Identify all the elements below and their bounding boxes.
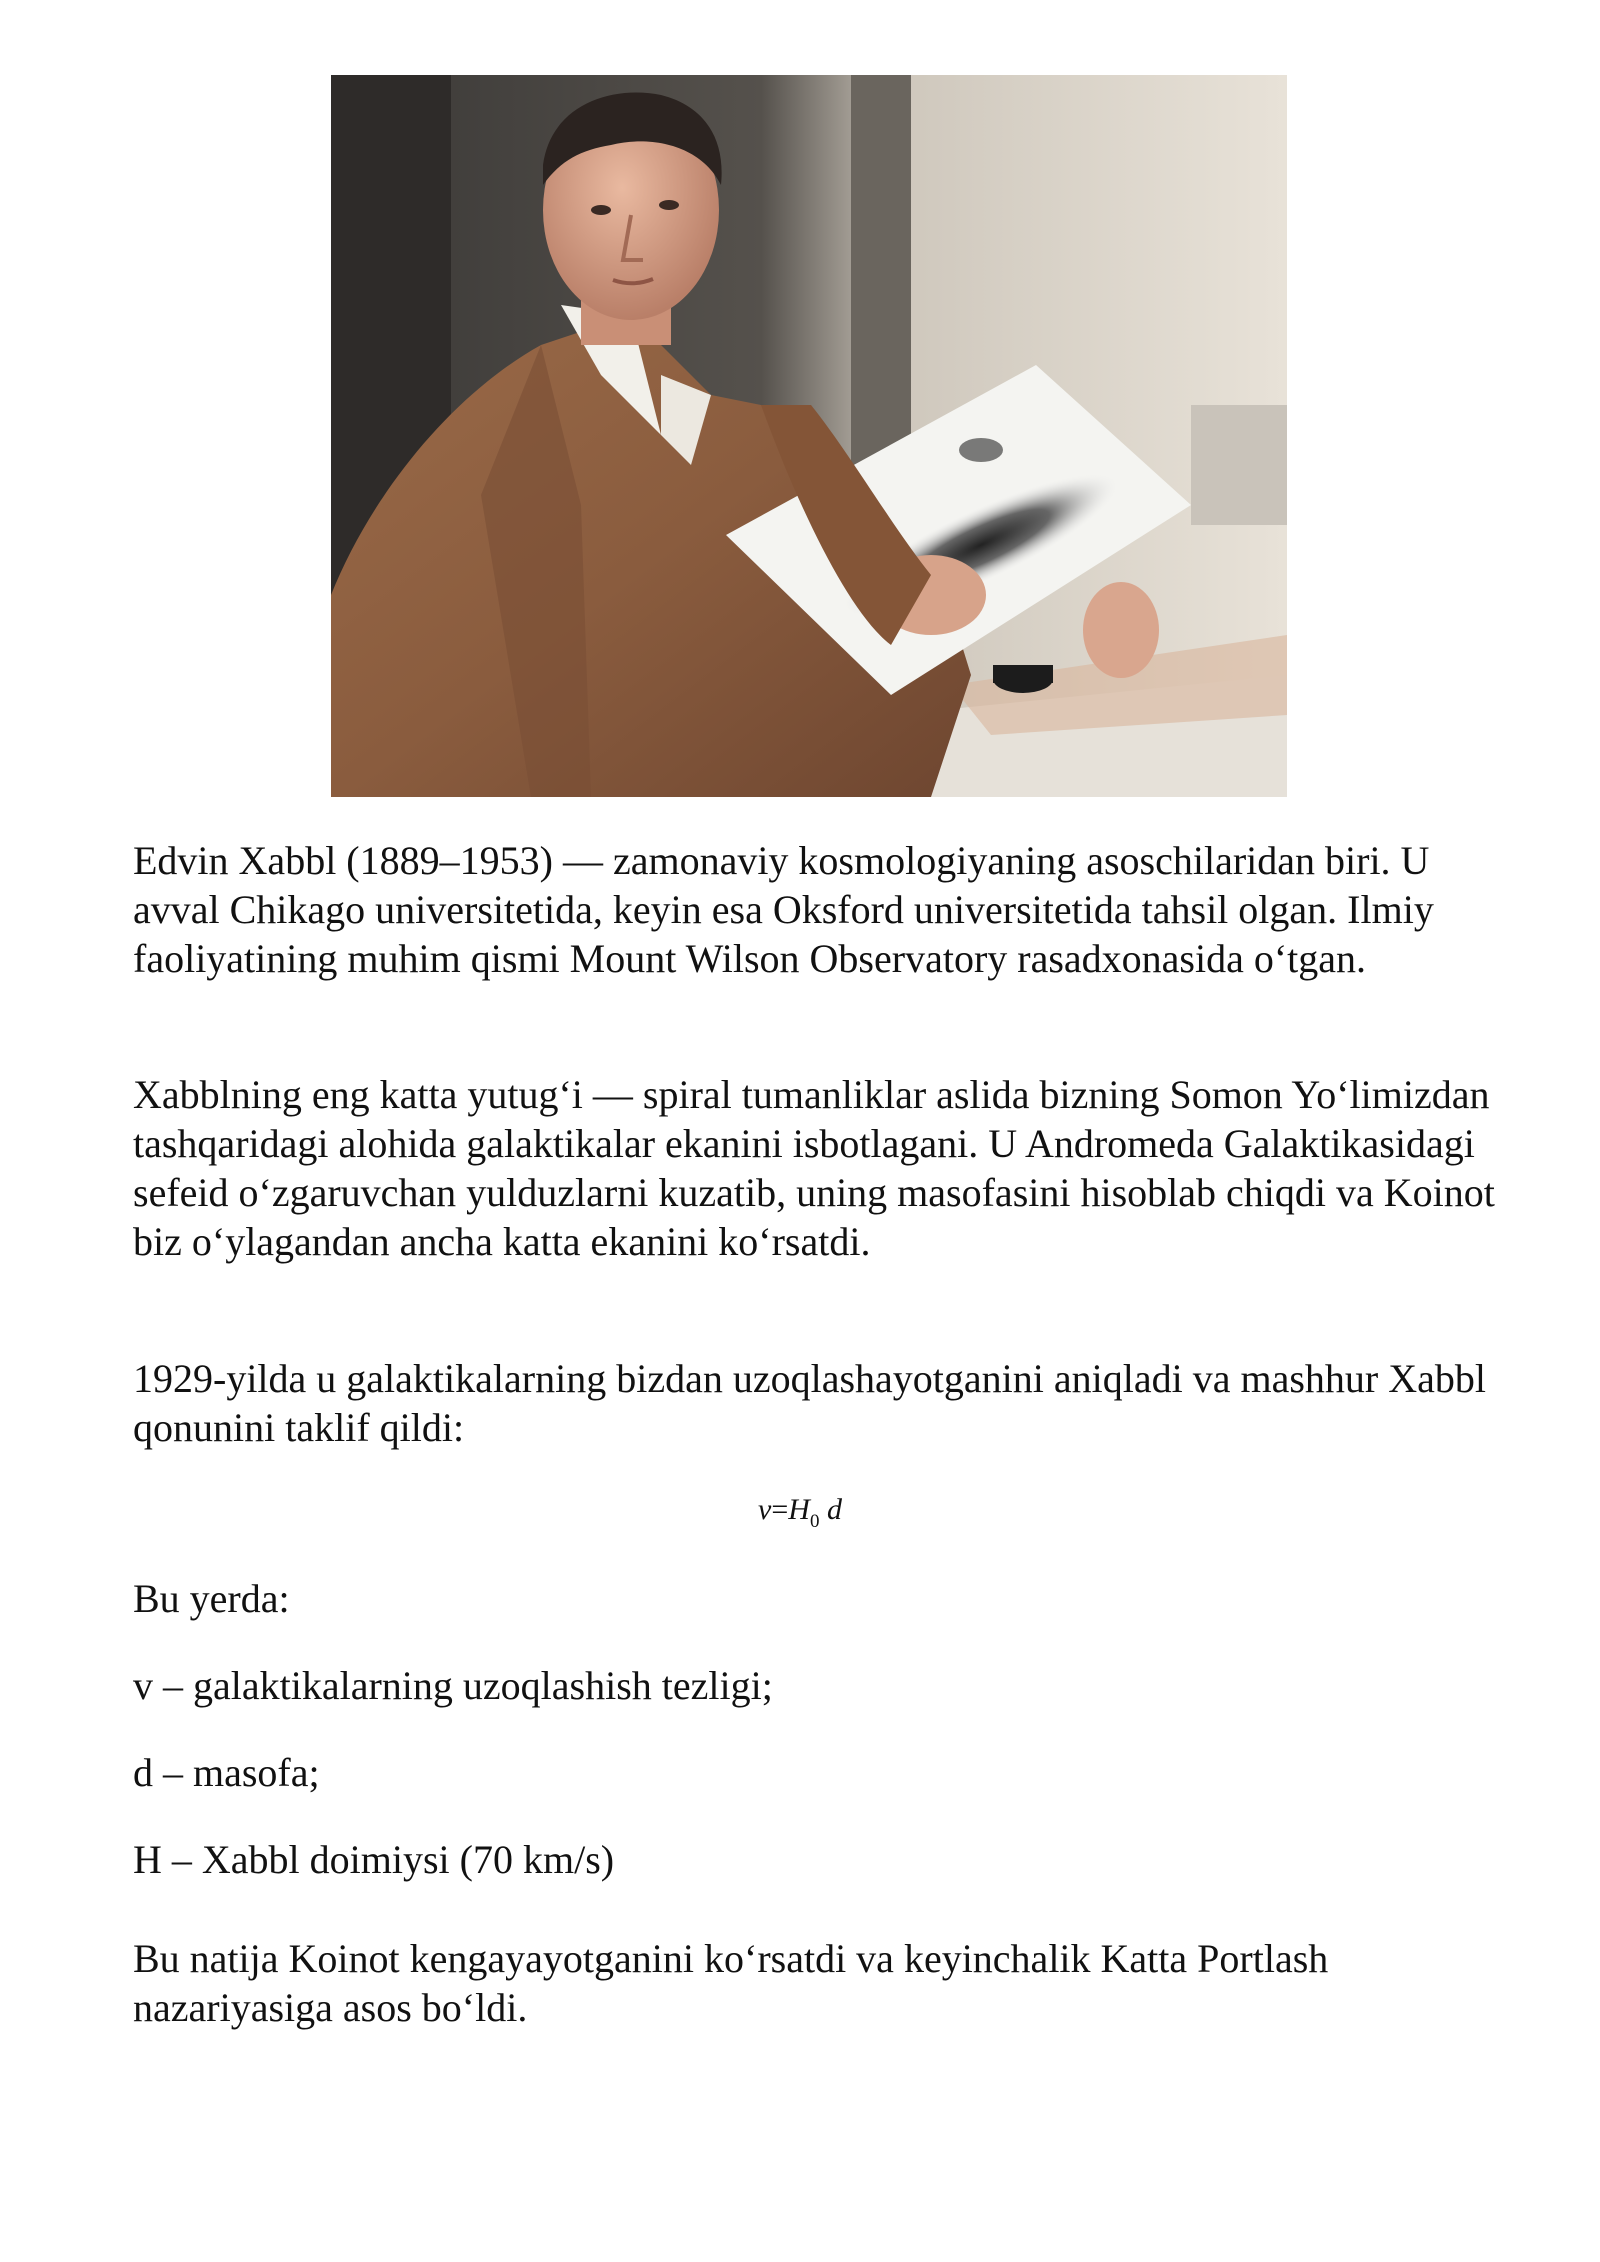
paragraph-law-text: 1929-yilda u galaktikalarning bizdan uzoqlashayotganini aniqladi va mashhur Xabbl qonunini taklif qildi:: [133, 1356, 1486, 1450]
formula-d: d: [826, 1493, 842, 1526]
paragraph-conclusion-text: Bu natija Koinot kengayayotganini ko‘rsatdi va keyinchalik Katta Portlash nazariyasiga asos bo‘ldi.: [133, 1936, 1329, 2030]
formula-subscript: 0: [809, 1511, 820, 1532]
paragraph-conclusion: [133, 1934, 1513, 2032]
paragraph-intro-text: Edvin Xabbl (1889–1953) — zamonaviy kosmologiyaning asoschilaridan biri. U avval Chikago universitetida, keyin esa Oksford universitetida tahsil olgan. Ilmiy faoliyatining muhim qismi Mount Wilson Observatory rasadxonasida o‘tgan.: [133, 838, 1434, 981]
definitions-intro: [133, 1574, 1513, 1623]
definition-d: [133, 1748, 1513, 1797]
portrait-image: [331, 75, 1287, 797]
paragraph-achievement: [133, 1070, 1513, 1266]
definition-h-text: H – Xabbl doimiysi (70 km/s): [133, 1837, 615, 1882]
formula-v: v: [758, 1493, 772, 1526]
definition-h: [133, 1835, 1513, 1884]
paragraph-law: [133, 1354, 1513, 1452]
paragraph-achievement-text: Xabblning eng katta yutug‘i — spiral tumanliklar aslida bizning Somon Yo‘limizdan tashqaridagi alohida galaktikalar ekanini isbotlagani. U Andromeda Galaktikasidagi sefeid o‘zgaruvchan yulduzlarni kuzatib, uning masofasini hisoblab chiqdi va Koinot biz o‘ylagandan ancha katta ekanini ko‘rsatdi.: [133, 1072, 1495, 1264]
hubble-law-formula: [0, 1490, 1600, 1542]
definition-v: [133, 1661, 1513, 1710]
formula-h: H: [788, 1493, 810, 1526]
definition-d-text: d – masofa;: [133, 1750, 320, 1795]
formula-equals: =: [771, 1493, 789, 1526]
portrait-photo: [331, 75, 1287, 797]
definitions-intro-text: Bu yerda:: [133, 1576, 290, 1621]
paragraph-intro: [133, 836, 1513, 983]
definition-v-text: v – galaktikalarning uzoqlashish tezligi;: [133, 1663, 773, 1708]
